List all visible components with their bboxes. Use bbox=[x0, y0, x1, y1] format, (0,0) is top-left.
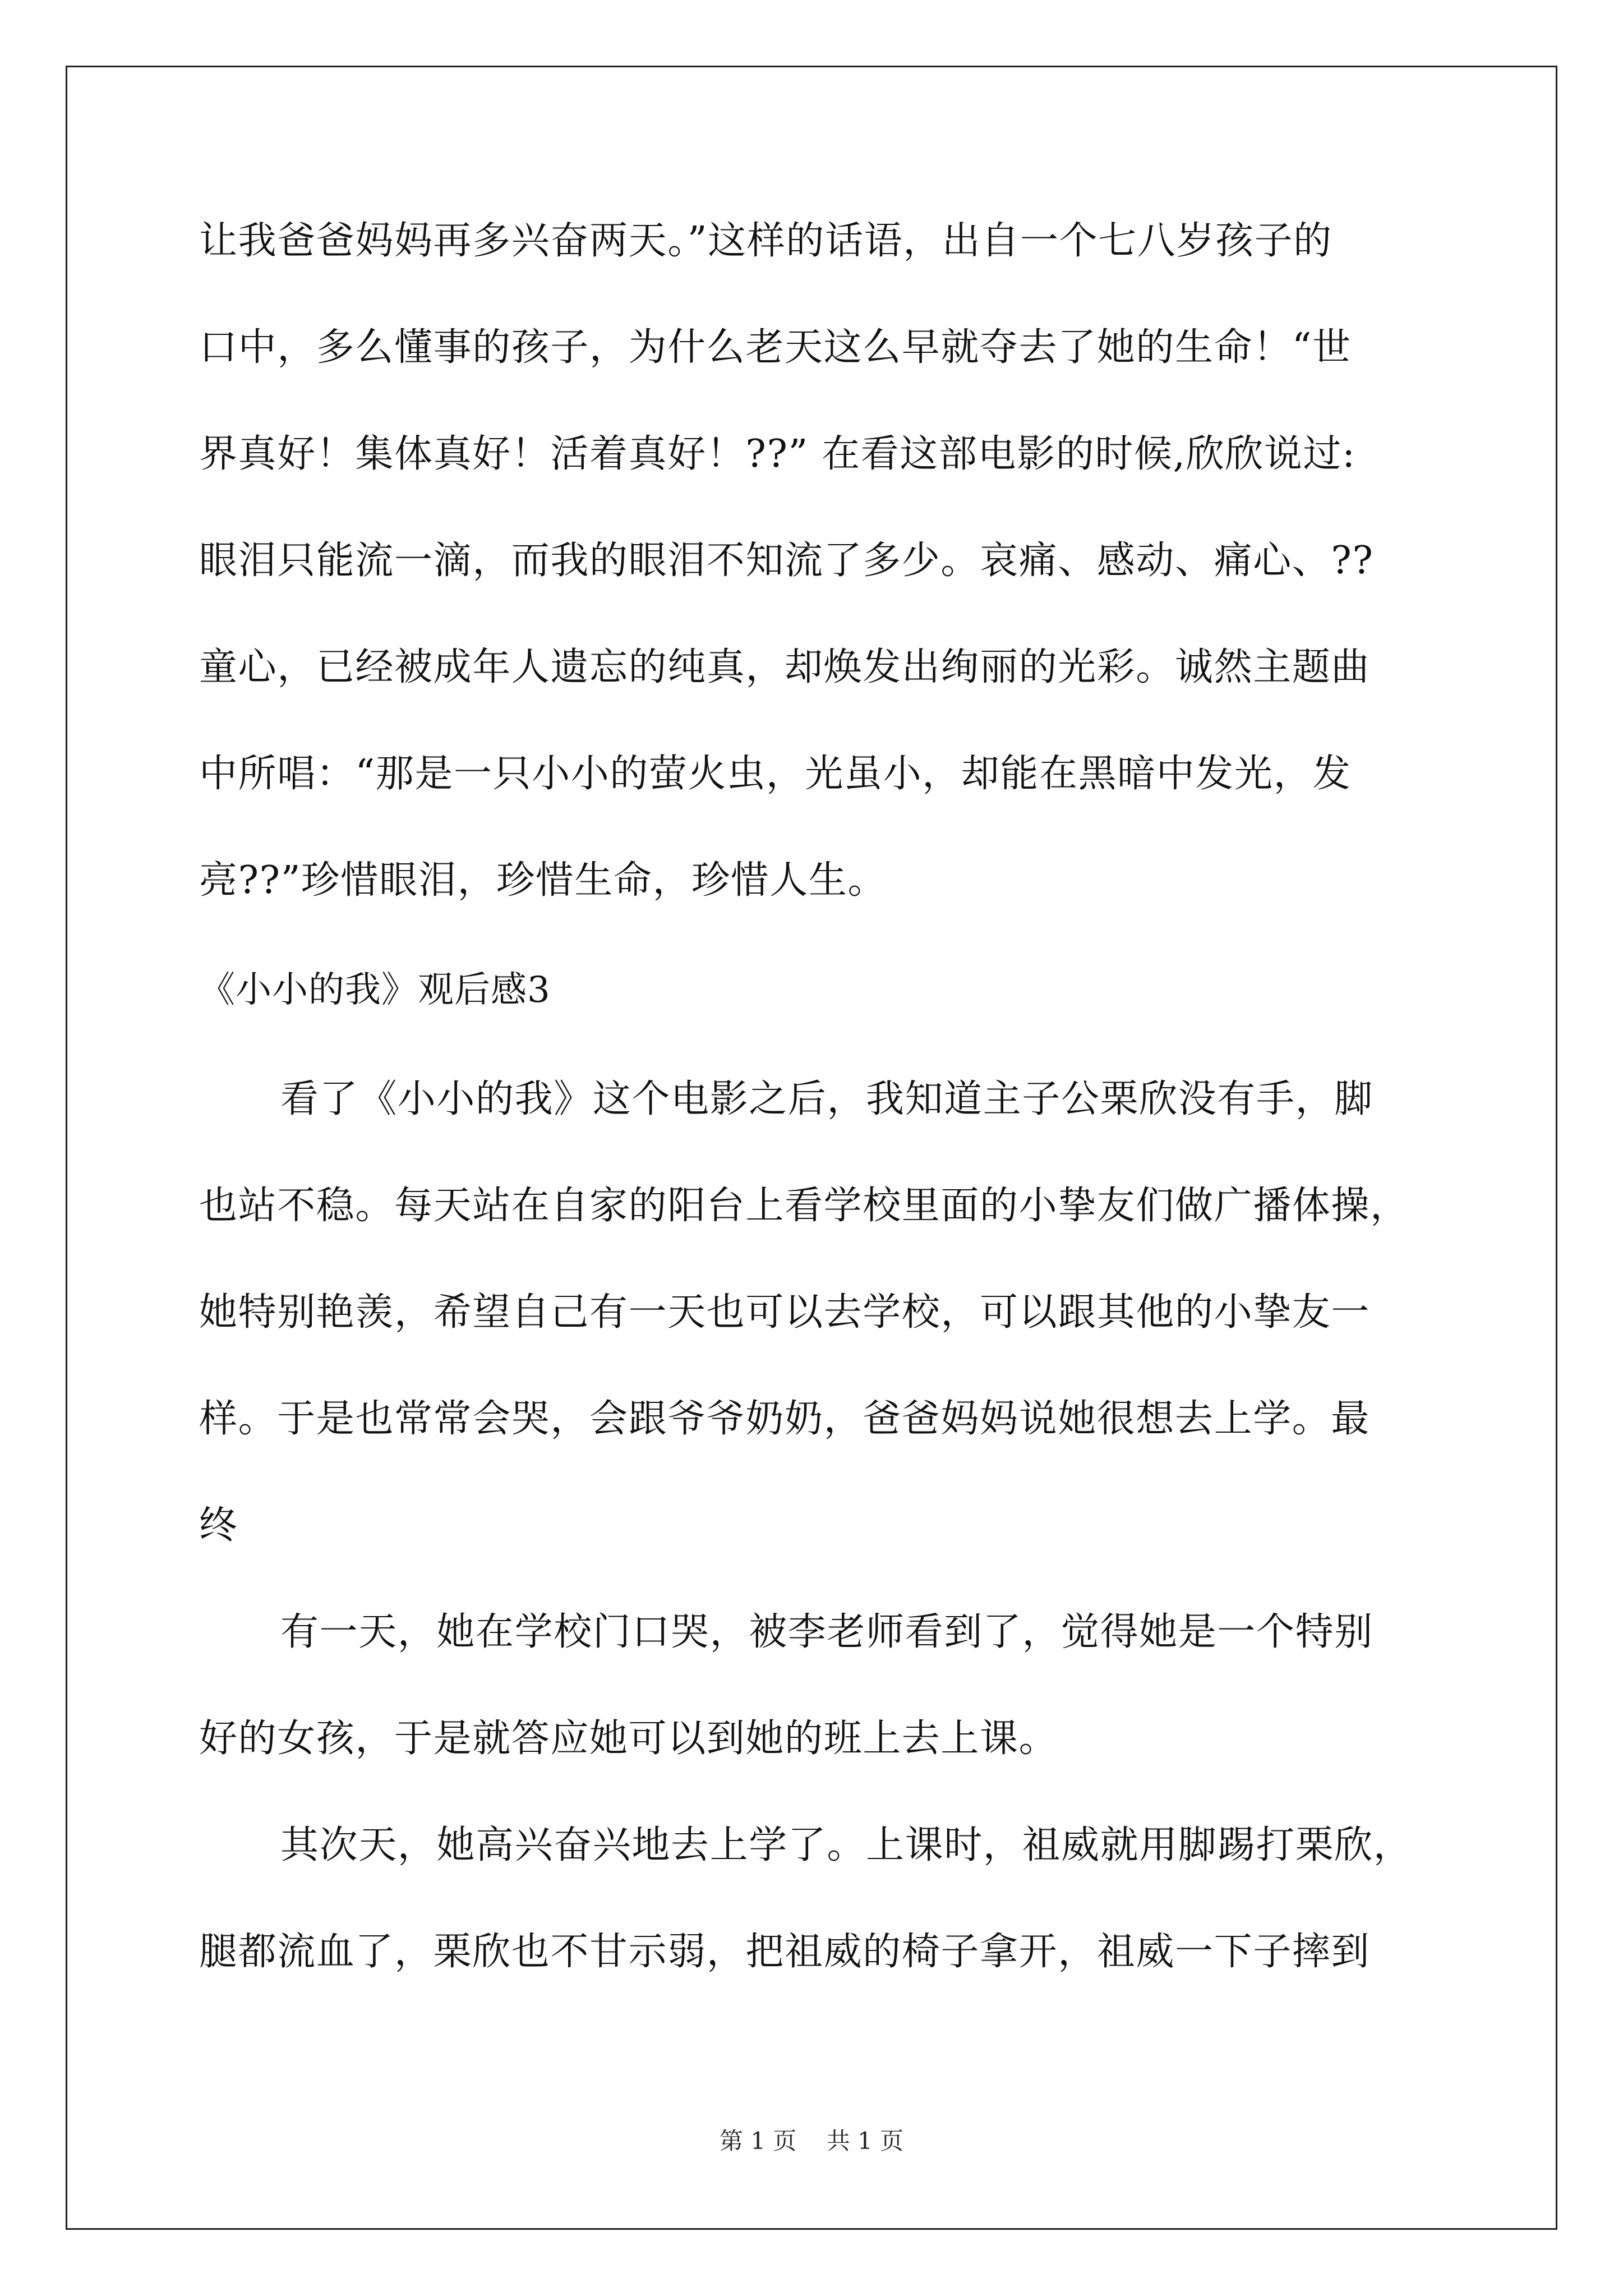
text-line: 童心，已经被成年人遗忘的纯真，却焕发出绚丽的光彩。诚然主题曲 bbox=[199, 645, 1371, 689]
page-number-footer: 第 1 页 共 1 页 bbox=[719, 2127, 904, 2155]
paragraph-line: 终 bbox=[199, 1503, 238, 1548]
paragraph-line: 有一天，她在学校门口哭，被李老师看到了，觉得她是一个特别 bbox=[280, 1610, 1373, 1654]
paragraph-line: 也站不稳。每天站在自家的阳台上看学校里面的小挚友们做广播体操， bbox=[199, 1184, 1409, 1228]
paragraph-line: 腿都流血了，栗欣也不甘示弱，把祖威的椅子拿开，祖威一下子摔到 bbox=[199, 1930, 1371, 1974]
text-line: 界真好！集体真好！活着真好！??” 在看这部电影的时候,欣欣说过: bbox=[199, 432, 1356, 476]
text-line: 让我爸爸妈妈再多兴奋两天。”这样的话语，出自一个七八岁孩子的 bbox=[199, 219, 1332, 263]
text-line: 亮??”珍惜眼泪，珍惜生命，珍惜人生。 bbox=[199, 858, 887, 903]
text-line: 中所唱：“那是一只小小的萤火虫，光虽小，却能在黑暗中发光，发 bbox=[199, 752, 1352, 796]
paragraph-line: 看了《小小的我》这个电影之后，我知道主子公栗欣没有手，脚 bbox=[280, 1077, 1373, 1121]
text-line: 口中，多么懂事的孩子，为什么老天这么早就夺去了她的生命！“世 bbox=[199, 325, 1352, 370]
paragraph-line: 其次天，她高兴奋兴地去上学了。上课时，祖威就用脚踢打栗欣， bbox=[280, 1823, 1413, 1867]
paragraph-line: 她特别艳羡，希望自己有一天也可以去学校，可以跟其他的小挚友一 bbox=[199, 1290, 1371, 1335]
paragraph-line: 样。于是也常常会哭，会跟爷爷奶奶，爸爸妈妈说她很想去上学。最 bbox=[199, 1397, 1371, 1441]
section-heading: 《小小的我》观后感3 bbox=[199, 969, 551, 1011]
text-line: 眼泪只能流一滴，而我的眼泪不知流了多少。哀痛、感动、痛心、?? bbox=[199, 539, 1374, 583]
paragraph-line: 好的女孩，于是就答应她可以到她的班上去上课。 bbox=[199, 1717, 1058, 1761]
page-border bbox=[66, 66, 1557, 2230]
